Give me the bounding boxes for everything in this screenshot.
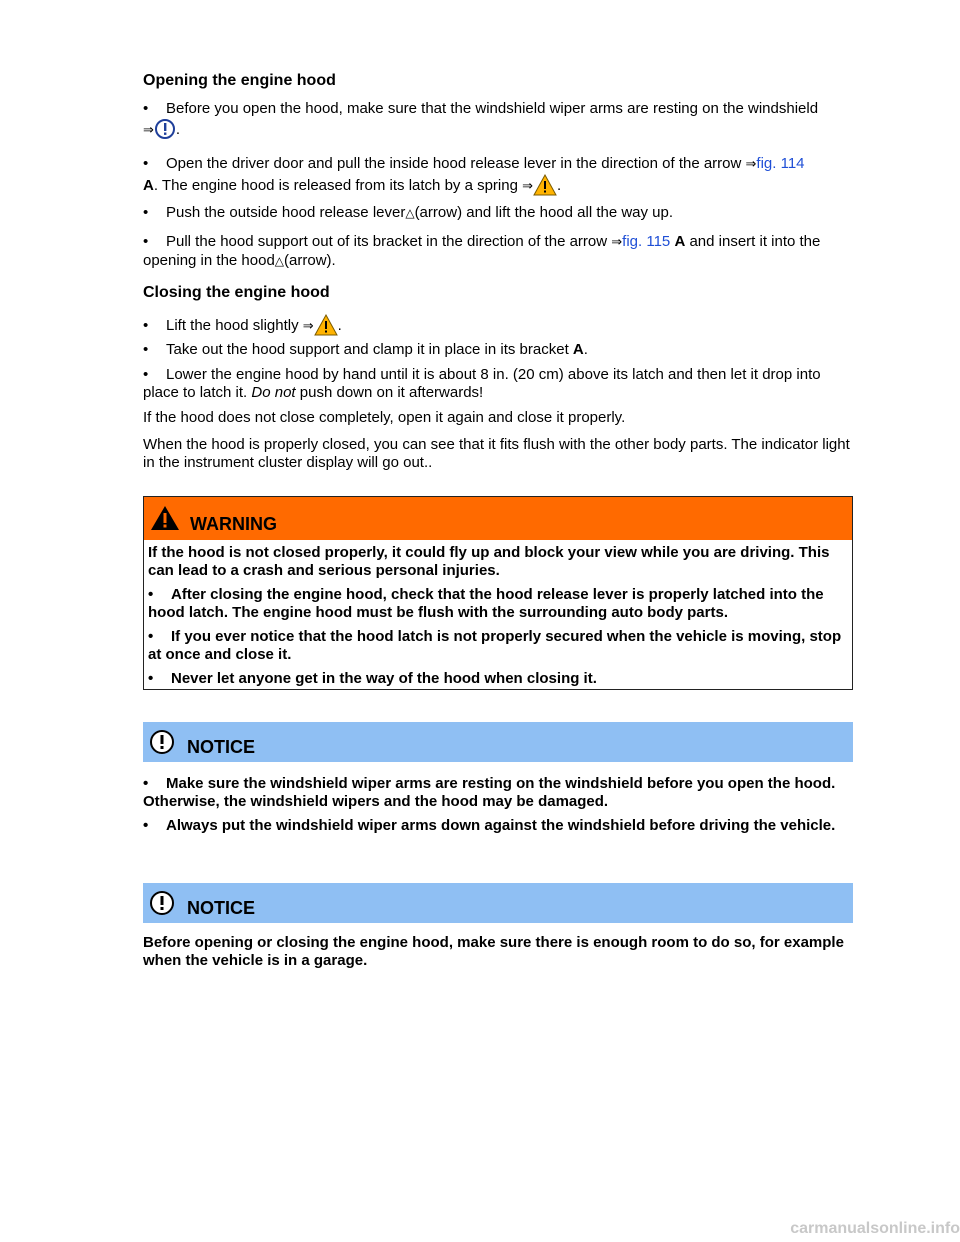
closing-note-1: If the hood does not close completely, open it again and close it properly. — [143, 409, 626, 426]
notice-item: • Always put the windshield wiper arms down against the windshield before driving the vehicle. — [143, 817, 836, 834]
warning-item: • Never let anyone get in the way of the hood when closing it. — [148, 670, 597, 687]
notice-text: Before opening or closing the engine hood, make sure there is enough room to do so, for example when the vehicle is in a garage. — [143, 934, 844, 969]
warning-label: WARNING — [190, 514, 277, 534]
warning-item: • After closing the engine hood, check that the hood release lever is properly latched into the hood latch. The engine hood must be flush with the surrounding auto body parts. — [148, 586, 824, 621]
warning-box — [143, 496, 853, 690]
watermark: carmanualsonline.info — [790, 1220, 960, 1237]
closing-step-1: • Lift the hood slightly ⇒ . — [143, 314, 853, 341]
warning-intro: If the hood is not closed properly, it could fly up and block your view while you are driving. This can lead to a crash and serious personal injuries. — [148, 544, 830, 579]
triangle-marker-icon: △ — [274, 254, 285, 268]
closing-note-2: When the hood is properly closed, you can see that it fits flush with the other body parts. The indicator light in the instrument cluster display will go out.. — [143, 436, 850, 471]
fig-114-link[interactable]: fig. 114 — [756, 155, 805, 172]
notice-header-1 — [143, 722, 853, 762]
warning-triangle-icon — [150, 505, 180, 536]
opening-step-1: • Before you open the hood, make sure that the windshield wiper arms are resting on the windshield ⇒ . — [143, 100, 853, 145]
notice-circle-icon — [149, 890, 175, 921]
warning-triangle-icon — [533, 174, 557, 201]
notice-label: NOTICE — [187, 737, 256, 757]
notice-item: • Make sure the windshield wiper arms are resting on the windshield before you open the hood. Otherwise, the windshield wipers and the hood may be damaged. — [143, 775, 836, 810]
warning-header — [144, 497, 852, 540]
warning-body — [144, 540, 852, 688]
notice-label: NOTICE — [187, 898, 256, 918]
notice-circle-icon — [154, 118, 176, 145]
triangle-marker-icon: △ — [405, 206, 415, 220]
warning-triangle-icon — [314, 314, 338, 341]
section-heading-opening: Opening the engine hood — [143, 72, 336, 89]
fig-115-link[interactable]: fig. 115 — [622, 233, 671, 250]
warning-item: • If you ever notice that the hood latch is not properly secured when the vehicle is moving, stop at once and close it. — [148, 628, 842, 663]
notice-header-2 — [143, 883, 853, 923]
opening-step-4: • Pull the hood support out of its bracket in the direction of the arrow ⇒fig. 115 A and insert it into the opening in the hood△(arrow). — [143, 233, 821, 269]
section-heading-closing: Closing the engine hood — [143, 284, 330, 301]
opening-step-3: • Push the outside hood release lever△(arrow) and lift the hood all the way up. — [143, 204, 674, 221]
closing-step-3: • Lower the engine hood by hand until it is about 8 in. (20 cm) above its latch and then let it drop into place to latch it. Do not push down on it afterwards! — [143, 366, 821, 401]
opening-step-2: • Open the driver door and pull the inside hood release lever in the direction of the arrow ⇒fig. 114 A. The engine hood is released from its latch by a spring ⇒ . — [143, 155, 853, 201]
closing-step-2: • Take out the hood support and clamp it in place in its bracket A. — [143, 341, 588, 358]
notice-circle-icon — [149, 729, 175, 760]
